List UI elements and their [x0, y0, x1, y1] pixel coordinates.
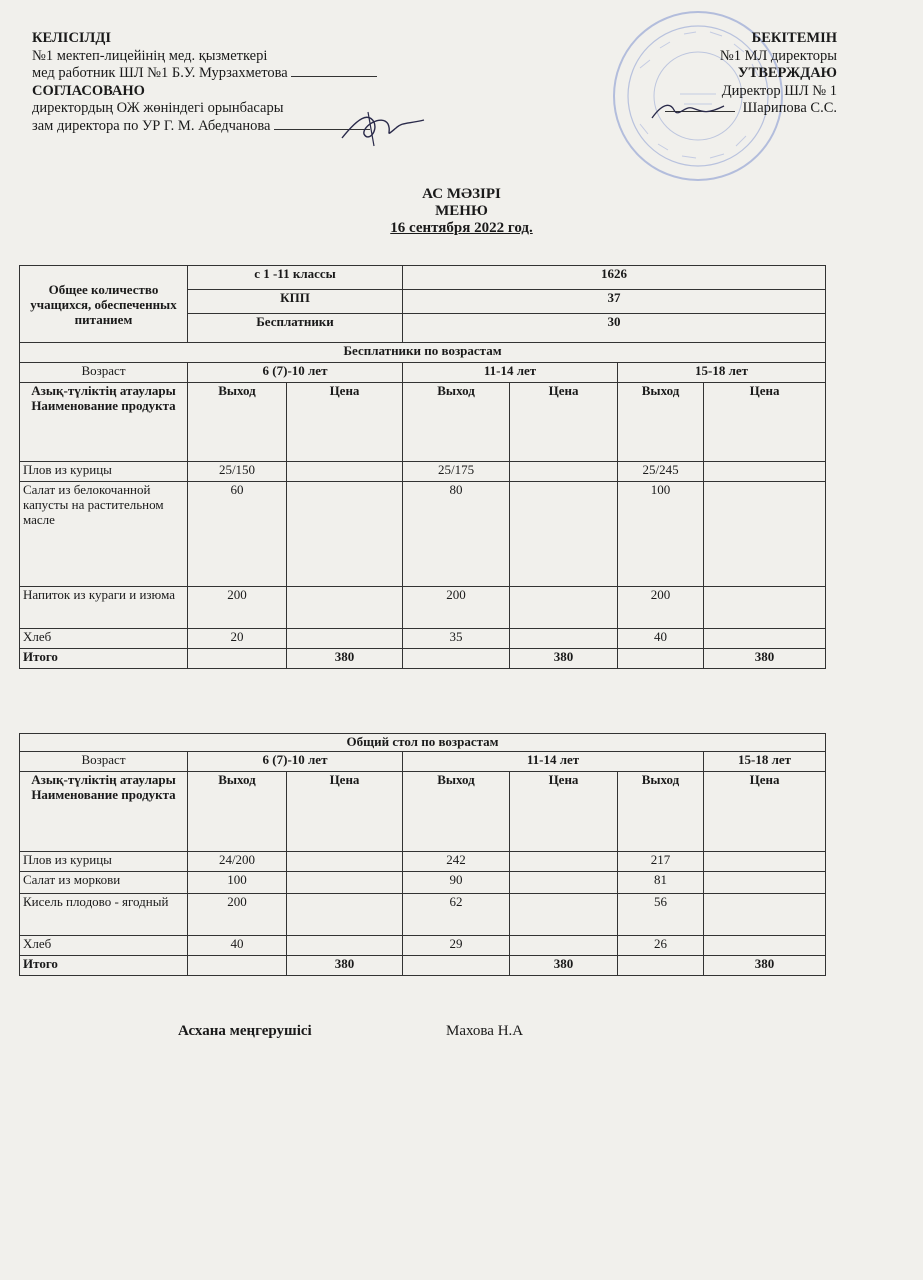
output-value: 81 [618, 872, 704, 894]
output-value: 56 [618, 894, 704, 936]
director-role-ru: Директор ШЛ № 1 [721, 82, 837, 99]
table-title: Общий стол по возрастам [20, 734, 826, 752]
output-value: 80 [403, 482, 510, 587]
table-title: Бесплатники по возрастам [20, 343, 826, 363]
summary-row-value: 1626 [403, 266, 826, 290]
output-value: 25/150 [188, 462, 287, 482]
product-name: Хлеб [20, 629, 188, 649]
output-value: 29 [403, 936, 510, 956]
deputy-signature [338, 108, 428, 150]
price-header: Цена [287, 772, 403, 852]
age-group-header: 15-18 лет [618, 363, 826, 383]
output-value: 20 [188, 629, 287, 649]
output-value: 242 [403, 852, 510, 872]
table-row [20, 629, 826, 649]
canteen-head-role: Асхана меңгерушісі [178, 1023, 312, 1039]
total-label: Итого [20, 649, 188, 669]
total-value: 380 [287, 956, 403, 976]
menu-date: 16 сентября 2022 год. [390, 220, 533, 236]
age-group-header: 11-14 лет [403, 363, 618, 383]
students-total-label: Общее количество учащихся, обеспеченных питанием [20, 266, 188, 343]
age-group-header: 11-14 лет [403, 752, 704, 772]
output-value: 60 [188, 482, 287, 587]
product-name: Кисель плодово - ягодный [20, 894, 188, 936]
title-ru: МЕНЮ [435, 203, 488, 219]
director-role-kz: №1 МЛ директоры [719, 47, 837, 64]
output-value: 40 [618, 629, 704, 649]
age-label: Возраст [20, 752, 188, 772]
output-value: 24/200 [188, 852, 287, 872]
product-header: Азық-түліктің атаулары Наименование продукта [20, 383, 188, 462]
age-group-header: 15-18 лет [704, 752, 826, 772]
output-value: 100 [618, 482, 704, 587]
agreed-heading: КЕЛІСІЛДІ [32, 30, 111, 46]
total-value: 380 [704, 956, 826, 976]
output-value: 200 [188, 894, 287, 936]
product-header: Азық-түліктің атаулары Наименование продукта [20, 772, 188, 852]
approve-heading-kz: БЕКІТЕМІН [751, 30, 837, 46]
product-name: Плов из курицы [20, 462, 188, 482]
output-value: 217 [618, 852, 704, 872]
product-name: Хлеб [20, 936, 188, 956]
canteen-head-name: Махова Н.А [446, 1023, 524, 1039]
header-approval-left [32, 30, 377, 135]
output-value: 25/245 [618, 462, 704, 482]
table-row [20, 894, 826, 936]
menu-title [0, 186, 923, 237]
age-label: Возраст [20, 363, 188, 383]
table-row [20, 936, 826, 956]
table-row [20, 462, 826, 482]
output-value: 62 [403, 894, 510, 936]
output-value: 40 [188, 936, 287, 956]
deputy-role-kz: директордың ОЖ жөніндегі орынбасары [32, 100, 284, 116]
output-header: Выход [188, 383, 287, 462]
total-value: 380 [510, 649, 618, 669]
product-name: Плов из курицы [20, 852, 188, 872]
approved-by-heading: СОГЛАСОВАНО [32, 82, 145, 99]
price-header: Цена [704, 772, 826, 852]
output-header: Выход [618, 383, 704, 462]
output-value: 200 [188, 587, 287, 629]
total-value: 380 [510, 956, 618, 976]
product-name: Напиток из кураги и изюма [20, 587, 188, 629]
director-signature [648, 98, 728, 126]
table-row [20, 852, 826, 872]
output-header: Выход [188, 772, 287, 852]
output-value: 25/175 [403, 462, 510, 482]
table-row [20, 482, 826, 587]
price-header: Цена [510, 383, 618, 462]
free-meals-table [19, 265, 826, 669]
summary-row-value: 30 [403, 314, 826, 343]
approve-heading-ru: УТВЕРЖДАЮ [737, 65, 837, 81]
output-value: 90 [403, 872, 510, 894]
summary-row-name: КПП [188, 290, 403, 314]
total-row [20, 956, 826, 976]
agreed-role-ru: мед работник ШЛ №1 Б.У. Мурзахметова [32, 65, 377, 83]
table-row [20, 587, 826, 629]
director-name: Шарипова С.С. [665, 100, 837, 118]
total-label: Итого [20, 956, 188, 976]
price-header: Цена [287, 383, 403, 462]
output-value: 26 [618, 936, 704, 956]
summary-row-name: с 1 -11 классы [188, 266, 403, 290]
output-value: 200 [618, 587, 704, 629]
agreed-role-kz: №1 мектеп-лицейінің мед. қызметкері [32, 47, 268, 64]
total-value: 380 [287, 649, 403, 669]
total-value: 380 [704, 649, 826, 669]
summary-row-name: Бесплатники [188, 314, 403, 343]
table-row [20, 872, 826, 894]
price-header: Цена [510, 772, 618, 852]
product-name: Салат из белокочанной капусты на растительном масле [20, 482, 188, 587]
general-table [19, 733, 826, 976]
output-header: Выход [403, 383, 510, 462]
output-header: Выход [403, 772, 510, 852]
output-header: Выход [618, 772, 704, 852]
output-value: 100 [188, 872, 287, 894]
output-value: 35 [403, 629, 510, 649]
title-kz: АС МӘЗІРІ [422, 186, 501, 202]
total-row [20, 649, 826, 669]
price-header: Цена [704, 383, 826, 462]
age-group-header: 6 (7)-10 лет [188, 752, 403, 772]
deputy-role-ru: зам директора по УР Г. М. Абедчанова [32, 118, 377, 136]
product-name: Салат из моркови [20, 872, 188, 894]
output-value: 200 [403, 587, 510, 629]
age-group-header: 6 (7)-10 лет [188, 363, 403, 383]
summary-row-value: 37 [403, 290, 826, 314]
